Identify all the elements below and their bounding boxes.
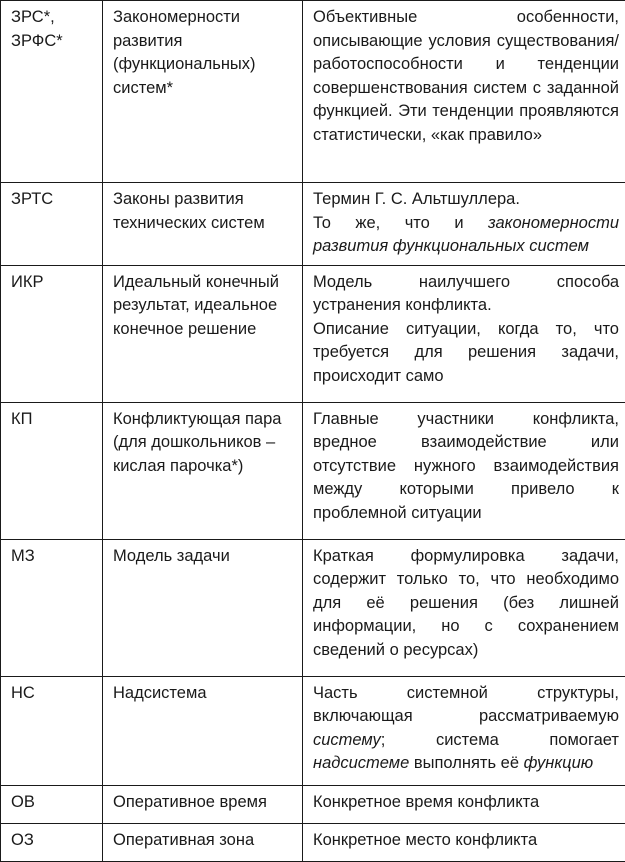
- term-cell: Идеальный конечный результат, идеальное конечное решение: [103, 265, 303, 402]
- term-cell: Модель задачи: [103, 539, 303, 676]
- definition-text: ; система помогает: [381, 731, 619, 749]
- definition-cell: [303, 676, 625, 785]
- abbreviation-cell: КП: [1, 402, 103, 539]
- definition-text: Описание ситуации, когда то, что требуется для решения задачи, происходит само: [313, 320, 619, 385]
- definition-text: Конкретное время конфликта: [313, 793, 539, 811]
- definition-text: Конкретное место конфликта: [313, 831, 537, 849]
- term-cell: Оперативная зона: [103, 823, 303, 861]
- term-cell: Закономерности развития (функциональных) систем*: [103, 1, 303, 183]
- definition-text: Часть системной структуры, включающая рассматриваемую: [313, 684, 619, 726]
- abbreviation-cell: ЗРС*, ЗРФС*: [1, 1, 103, 183]
- glossary-row: [1, 183, 625, 266]
- abbreviation-cell: ИКР: [1, 265, 103, 402]
- glossary-row: [1, 823, 625, 861]
- abbreviation-cell: ОЗ: [1, 823, 103, 861]
- definition-text: Краткая формулировка задачи, содержит только то, что необходимо для её решения (без лишней информации, но с сохранением сведений о ресурсах): [313, 547, 619, 659]
- abbreviation-cell: МЗ: [1, 539, 103, 676]
- term-cell: Конфликтующая пара (для дошкольников – кислая парочка*): [103, 402, 303, 539]
- definition-text: Главные участники конфликта, вредное взаимодействие или отсутствие нужного взаимодействия между которыми привело к проблемной ситуации: [313, 410, 619, 522]
- definition-cell: [303, 785, 625, 823]
- definition-cell: [303, 402, 625, 539]
- term-cell: Оперативное время: [103, 785, 303, 823]
- definition-text: выполнять её: [409, 754, 523, 772]
- glossary-row: [1, 539, 625, 676]
- abbreviation-cell: ЗРТС: [1, 183, 103, 266]
- glossary-body: [1, 1, 625, 862]
- definition-emphasis: надсистеме: [313, 754, 409, 772]
- definition-text: То же, что и: [313, 214, 488, 232]
- term-cell: Надсистема: [103, 676, 303, 785]
- glossary-row: [1, 1, 625, 183]
- definition-cell: [303, 183, 625, 266]
- glossary-row: [1, 265, 625, 402]
- definition-text: Термин Г. С. Альтшуллера.: [313, 188, 619, 212]
- glossary-row: [1, 402, 625, 539]
- glossary-row: [1, 785, 625, 823]
- definition-cell: [303, 265, 625, 402]
- definition-text: Модель наилучшего способа устранения конфликта.: [313, 271, 619, 318]
- abbreviation-cell: НС: [1, 676, 103, 785]
- definition-emphasis: систему: [313, 731, 381, 749]
- definition-cell: [303, 1, 625, 183]
- abbreviation-cell: ОВ: [1, 785, 103, 823]
- term-cell: Законы развития технических систем: [103, 183, 303, 266]
- definition-cell: [303, 539, 625, 676]
- glossary-row: [1, 676, 625, 785]
- definition-emphasis: функцию: [524, 754, 594, 772]
- definition-text: Объективные особенности, описывающие условия существования/работоспособности и тенденции совершенствования систем с заданной функцией. Эти тенденции проявляются статистически, «как правило»: [313, 8, 619, 144]
- definition-emphasis: закономерности развития функциональных систем: [313, 214, 619, 256]
- definition-cell: [303, 823, 625, 861]
